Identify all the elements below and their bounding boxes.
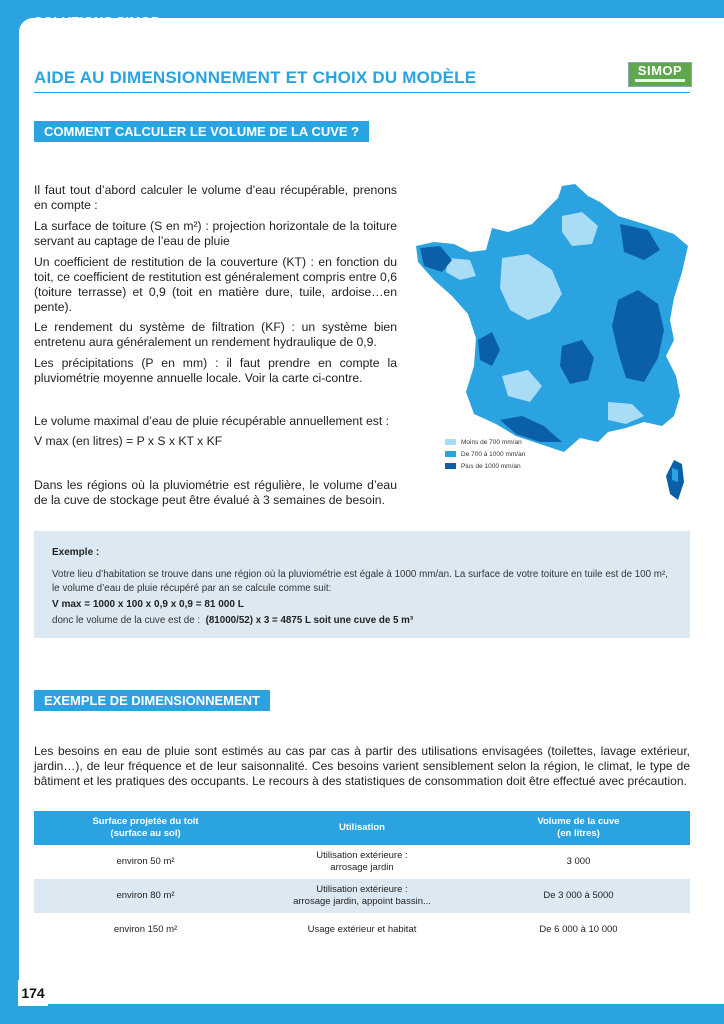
- section-heading-volume: COMMENT CALCULER LE VOLUME DE LA CUVE ?: [34, 121, 369, 142]
- header-cell-text: Surface projetée du toit (surface au sol): [92, 816, 199, 839]
- intro-paragraph: Il faut tout d’abord calculer le volume d’eau récupérable, prenons en compte :: [34, 183, 397, 212]
- regions-paragraph: Dans les régions où la pluviométrie est régulière, le volume d’eau de la cuve de stockage peut être évalué à 3 semaines de besoin.: [34, 478, 397, 507]
- kt-paragraph: Un coefficient de restitution de la couverture (KT) : en fonction du toit, ce coefficient de restitution est généralement compris entre 0,6 (toiture terrasse) et 0,9 (toit en matière dure, tuile, ardoise…en pente).: [34, 255, 397, 314]
- table-cell-volume: 3 000: [566, 856, 591, 867]
- table-row: [34, 845, 690, 879]
- table-row: [34, 913, 690, 947]
- table-cell-volume: De 6 000 à 10 000: [539, 924, 618, 935]
- sizing-paragraph: Les besoins en eau de pluie sont estimés au cas par cas à partir des utilisations envisagées (toilettes, lavage extérieur, jardin…), de leur fréquence et de leur saisonnalité. Ces besoins varient sensiblement selon la région, le climat, le type de bâtiment et les pratiques des occupants. Le recours à des statistiques de consommation doit être effectué avec précaution.: [34, 744, 690, 788]
- example-cuve-result: (81000/52) x 3 = 4875 L soit une cuve de 5 m³: [205, 615, 414, 626]
- map-corsica-inner: [672, 468, 678, 482]
- table-cell-volume: De 3 000 à 5000: [467, 879, 690, 913]
- left-margin-bar: [0, 0, 19, 1024]
- footer-bar: [0, 1004, 724, 1024]
- legend-label-medium: De 700 à 1000 mm/an: [461, 451, 526, 458]
- simop-logo: [628, 62, 692, 87]
- table-header-volume: [467, 811, 690, 845]
- legend-swatch-low: [445, 439, 456, 445]
- legend-item-medium: [445, 451, 525, 458]
- example-box: [34, 531, 690, 638]
- vmax-paragraph: Le volume maximal d’eau de pluie récupérable annuellement est :: [34, 414, 390, 428]
- cell-text: Utilisation extérieure : arrosage jardin: [316, 850, 408, 873]
- surface-paragraph: La surface de toiture (S en m²) : projection horizontale de la toiture servant au captage de l’eau de pluie: [34, 219, 397, 248]
- legend-swatch-high: [445, 463, 456, 469]
- table-cell-surface: environ 80 m²: [34, 879, 257, 913]
- vmax-formula: V max (en litres) = P x S x KT x KF: [34, 434, 223, 448]
- page-number: 174: [18, 980, 48, 1006]
- legend-item-low: [445, 439, 522, 446]
- table-cell-utilisation: [257, 845, 467, 879]
- header-cell-text: Volume de la cuve (en litres): [537, 816, 620, 839]
- table-row: [34, 879, 690, 913]
- section-heading-sizing: EXEMPLE DE DIMENSIONNEMENT: [34, 690, 270, 711]
- header-cell-text: Utilisation: [339, 822, 385, 833]
- table-header-row: [34, 811, 690, 845]
- page-title: AIDE AU DIMENSIONNEMENT ET CHOIX DU MODÈLE: [34, 68, 477, 87]
- france-rainfall-map: [412, 180, 692, 510]
- example-cuve-line: [52, 615, 413, 626]
- sizing-table: [34, 811, 690, 947]
- table-cell-utilisation: [257, 913, 467, 947]
- example-cuve-prefix: donc le volume de la cuve est de :: [52, 615, 201, 626]
- legend-label-low: Moins de 700 mm/an: [461, 439, 522, 446]
- example-text: Votre lieu d’habitation se trouve dans une région où la pluviométrie est égale à 1000 mm/an. La surface de votre toiture en tuile est de 100 m², le volume d’eau de pluie récupéré par an se calcule comme suit:: [52, 569, 668, 594]
- logo-text: SIMOP: [637, 63, 683, 78]
- table-cell-utilisation: [257, 879, 467, 913]
- title-divider: [34, 92, 690, 93]
- table-header-surface: [34, 811, 257, 845]
- example-title: Exemple :: [52, 547, 100, 558]
- table-header-utilisation: [257, 811, 467, 845]
- cell-text: Usage extérieur et habitat: [307, 924, 417, 935]
- example-calculation: V max = 1000 x 100 x 0,9 x 0,9 = 81 000 L: [52, 599, 244, 610]
- cell-text: Utilisation extérieure : arrosage jardin, appoint bassin...: [293, 884, 431, 907]
- legend-item-high: [445, 463, 521, 470]
- precipitation-paragraph: Les précipitations (P en mm) : il faut prendre en compte la pluviométrie moyenne annuelle locale. Voir la carte ci-contre.: [34, 356, 397, 385]
- legend-swatch-medium: [445, 451, 456, 457]
- table-cell-surface: environ 50 m²: [116, 856, 175, 867]
- legend-label-high: Plus de 1000 mm/an: [461, 463, 521, 470]
- kf-paragraph: Le rendement du système de filtration (KF) : un système bien entretenu aura généralement un rendement hydraulique de 0,9.: [34, 320, 397, 349]
- table-cell-surface: environ 150 m²: [113, 924, 178, 935]
